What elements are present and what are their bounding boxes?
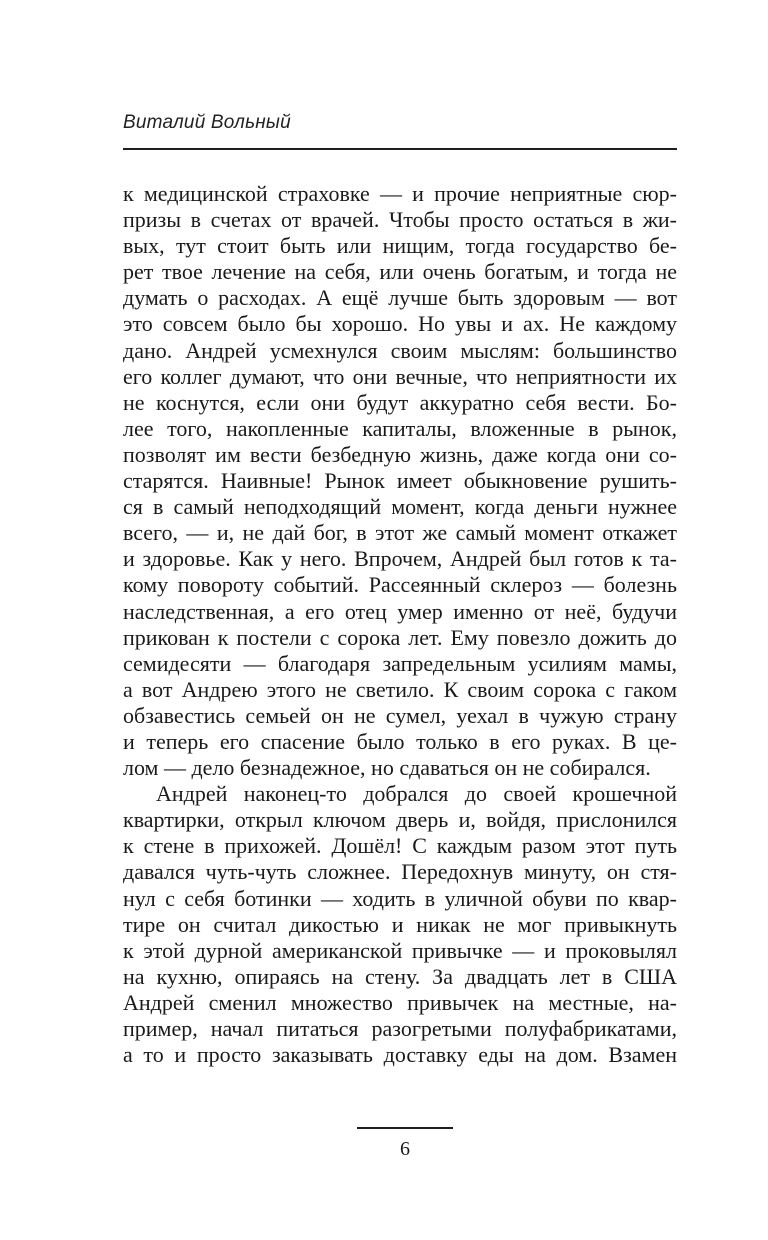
text-line: прикован к постели с сорока лет. Ему повезло дожить до bbox=[123, 624, 677, 650]
text-line: призы в счетах от врачей. Чтобы просто остаться в жи- bbox=[123, 207, 677, 233]
text-line: думать о расходах. А ещё лучше быть здоровым — вот bbox=[123, 285, 677, 311]
text-line: это совсем было бы хорошо. Но увы и ах. Не каждому bbox=[123, 311, 677, 337]
text-line: а то и просто заказывать доставку еды на дом. Взамен bbox=[123, 1042, 677, 1068]
text-line: нул с себя ботинки — ходить в уличной обуви по квар- bbox=[123, 885, 677, 911]
text-line: к этой дурной американской привычке — и проковылял bbox=[123, 937, 677, 963]
text-line: не коснутся, если они будут аккуратно себя вести. Бо- bbox=[123, 389, 677, 415]
text-line: кому повороту событий. Рассеянный склероз — болезнь bbox=[123, 572, 677, 598]
header-rule bbox=[123, 148, 677, 150]
text-line: лее того, накопленные капиталы, вложенные в рынок, bbox=[123, 415, 677, 441]
page-number: 6 bbox=[400, 1138, 410, 1160]
text-line: лом — дело безнадежное, но сдаваться он не собирался. bbox=[123, 755, 651, 781]
text-line: квартирки, открыл ключом дверь и, войдя, прислонился bbox=[123, 807, 677, 833]
text-line: а вот Андрею этого не светило. К своим сорока с гаком bbox=[123, 676, 677, 702]
text-line: к медицинской страховке — и прочие неприятные сюр- bbox=[123, 181, 677, 206]
body-text bbox=[123, 181, 677, 1068]
text-line: давался чуть-чуть сложнее. Передохнув минуту, он стя- bbox=[123, 859, 677, 885]
text-line: и теперь его спасение было только в его руках. В це- bbox=[123, 728, 677, 754]
text-line: пример, начал питаться разогретыми полуфабрикатами, bbox=[123, 1016, 677, 1041]
text-line: ся в самый неподходящий момент, когда деньги нужнее bbox=[123, 494, 677, 520]
text-line: вых, тут стоит быть или нищим, тогда государство бе- bbox=[123, 233, 677, 259]
text-line: наследственная, а его отец умер именно от неё, будучи bbox=[123, 598, 677, 624]
footer-rule bbox=[357, 1127, 453, 1129]
text-line: рет твое лечение на себя, или очень богатым, и тогда не bbox=[123, 259, 677, 285]
text-line: семидесяти — благодаря запредельным усилиям мамы, bbox=[123, 650, 677, 676]
text-line: тире он считал дикостью и никак не мог привыкнуть bbox=[123, 911, 677, 937]
text-line: позволят им вести безбедную жизнь, даже когда они со- bbox=[123, 441, 677, 467]
text-line: всего, — и, не дай бог, в этот же самый момент откажет bbox=[123, 520, 677, 546]
text-line: Андрей наконец-то добрался до своей крошечной bbox=[156, 781, 677, 807]
text-line: Андрей сменил множество привычек на местные, на- bbox=[123, 989, 677, 1015]
text-line: к стене в прихожей. Дошёл! С каждым разом этот путь bbox=[123, 833, 677, 859]
text-line: дано. Андрей усмехнулся своим мыслям: большинство bbox=[123, 337, 677, 363]
text-line: его коллег думают, что они вечные, что неприятности их bbox=[123, 363, 677, 389]
text-line: старятся. Наивные! Рынок имеет обыкновение рушить- bbox=[123, 468, 677, 494]
text-line: обзавестись семьей он не сумел, уехал в чужую страну bbox=[123, 702, 677, 728]
text-line: на кухню, опираясь на стену. За двадцать лет в США bbox=[123, 963, 677, 989]
text-line: и здоровье. Как у него. Впрочем, Андрей был готов к та- bbox=[123, 546, 677, 572]
running-head: Виталий Вольный bbox=[123, 112, 291, 133]
